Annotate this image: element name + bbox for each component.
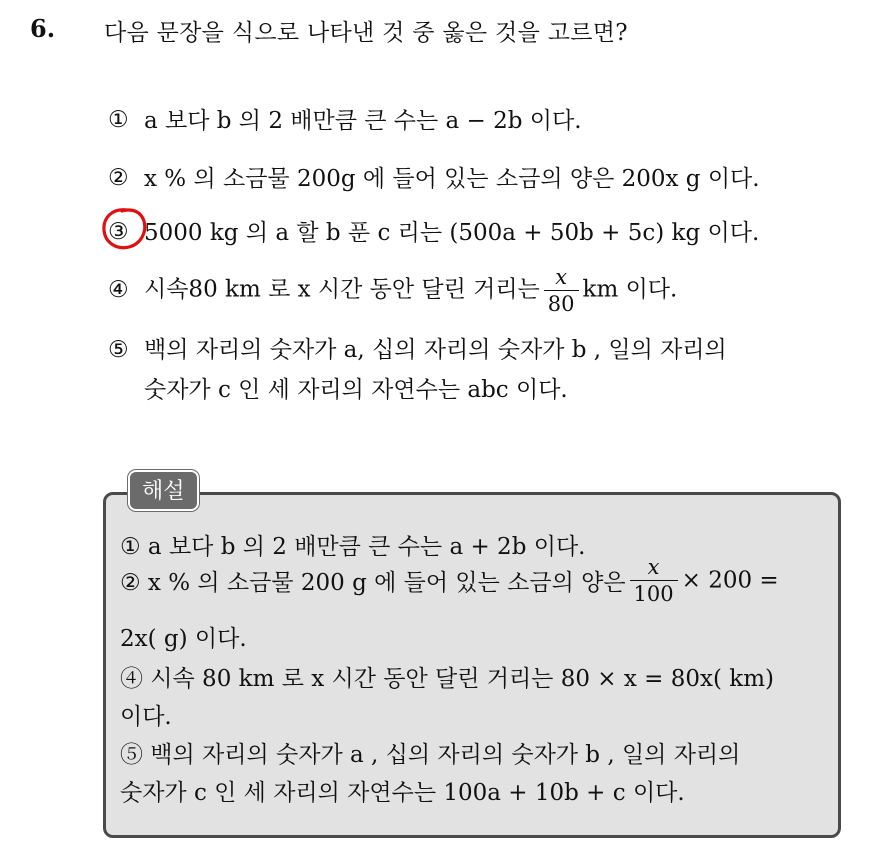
solution-line-2-fraction-numerator: x [647,555,660,579]
choice-5[interactable] [108,330,727,410]
question-text: 다음 문장을 식으로 나타낸 것 중 옳은 것을 고르면? [104,20,628,46]
choice-4[interactable] [108,266,677,315]
choice-4-text-before: 시속80 km 로 x 시간 동안 달린 거리는 [144,276,540,303]
choice-4-text-after: km 이다. [582,276,678,303]
solution-line-2-after: × 200 = [681,567,779,594]
choice-4-fraction [544,266,579,315]
solution-line-6: ⑤ 백의 자리의 숫자가 a , 십의 자리의 숫자가 b , 일의 자리의 [120,742,741,768]
solution-line-1: ① a 보다 b 의 2 배만큼 큰 수는 a + 2b 이다. [120,534,586,560]
solution-line-3: 2x( g) 이다. [120,626,247,652]
choice-3[interactable] [108,216,759,249]
choice-4-fraction-denominator: 80 [544,290,579,315]
choice-2[interactable] [108,162,760,195]
choice-2-text: x % 의 소금물 200g 에 들어 있는 소금의 양은 200x g 이다. [144,166,760,192]
choice-5-line2: 숫자가 c 인 세 자리의 자연수는 abc 이다. [144,377,568,403]
choice-4-fraction-numerator: x [555,265,568,289]
choice-1[interactable] [108,104,582,137]
solution-line-2-before: ② x % 의 소금물 200 g 에 들어 있는 소금의 양은 [120,570,626,596]
choice-3-text: 5000 kg 의 a 할 b 푼 c 리는 (500a + 50b + 5c) kg 이다. [144,220,760,246]
choice-4-mark: ④ [108,276,129,303]
solution-line-4: ④ 시속 80 km 로 x 시간 동안 달린 거리는 80 × x = 80x( km) [120,666,774,692]
solution-label: 해설 [128,470,199,511]
choice-5-line1: 백의 자리의 숫자가 a, 십의 자리의 숫자가 b , 일의 자리의 [144,337,727,363]
choice-1-text: a 보다 b 의 2 배만큼 큰 수는 a − 2b 이다. [144,108,582,134]
choice-3-mark: ③ [108,219,129,245]
solution-line-2-fraction-denominator: 100 [630,580,678,605]
question-number: 6. [30,14,56,43]
solution-line-2 [120,556,779,605]
choice-1-mark: ① [108,107,129,133]
solution-line-7: 숫자가 c 인 세 자리의 자연수는 100a + 10b + c 이다. [120,780,685,806]
choice-5-mark: ⑤ [108,337,129,363]
solution-line-2-fraction [630,556,678,605]
choice-4-text [144,266,677,315]
choice-2-mark: ② [108,165,129,191]
solution-line-5: 이다. [120,704,172,730]
